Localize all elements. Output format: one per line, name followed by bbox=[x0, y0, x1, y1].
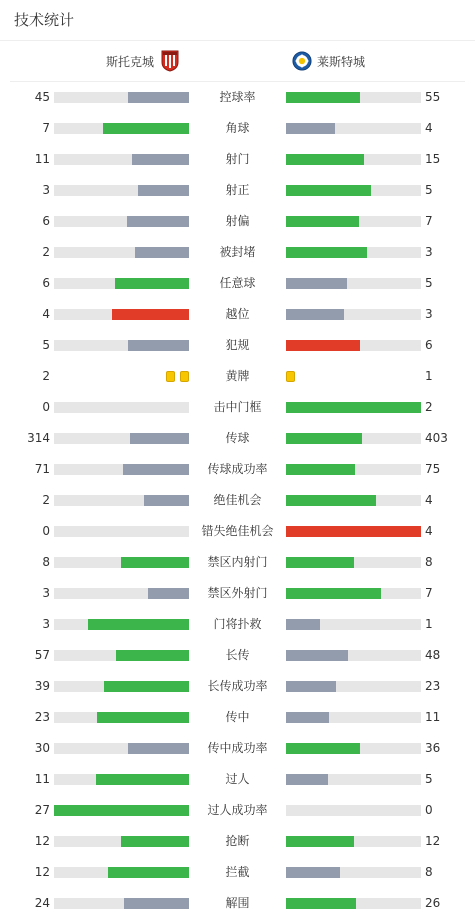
away-stat-bar bbox=[286, 402, 421, 413]
away-stat-bar bbox=[286, 154, 421, 165]
stat-row bbox=[0, 268, 475, 299]
away-team[interactable] bbox=[292, 41, 365, 81]
stat-label: 过人成功率 bbox=[207, 803, 268, 817]
leicester-city-crest-icon bbox=[292, 50, 312, 72]
away-stat-bar bbox=[286, 743, 421, 754]
away-stat-bar-fill bbox=[286, 898, 356, 909]
stat-row bbox=[0, 113, 475, 144]
home-stat-bar bbox=[54, 681, 189, 692]
stat-label: 禁区外射门 bbox=[207, 586, 268, 600]
away-stat-value: 26 bbox=[425, 896, 441, 910]
stat-label: 门将扑救 bbox=[213, 617, 262, 631]
away-stat-bar bbox=[286, 216, 421, 227]
stat-row bbox=[0, 578, 475, 609]
stat-label: 被封堵 bbox=[219, 245, 256, 259]
stat-row bbox=[0, 454, 475, 485]
away-stat-bar-fill bbox=[286, 278, 347, 289]
home-stat-bar bbox=[54, 836, 189, 847]
away-stat-bar bbox=[286, 898, 421, 909]
away-stat-bar-fill bbox=[286, 774, 328, 785]
home-stat-bar-fill bbox=[108, 867, 189, 878]
stat-row bbox=[0, 609, 475, 640]
home-stat-value: 7 bbox=[42, 121, 50, 135]
away-stat-bar-fill bbox=[286, 247, 367, 258]
away-stat-bar bbox=[286, 774, 421, 785]
home-stat-value: 3 bbox=[42, 183, 50, 197]
away-stat-bar bbox=[286, 526, 421, 537]
away-stat-bar-fill bbox=[286, 185, 371, 196]
stat-label: 控球率 bbox=[219, 90, 256, 104]
away-stat-value: 4 bbox=[425, 121, 433, 135]
home-stat-bar bbox=[54, 898, 189, 909]
away-stat-bar-fill bbox=[286, 154, 364, 165]
away-stat-value: 6 bbox=[425, 338, 433, 352]
away-stat-value: 3 bbox=[425, 245, 433, 259]
stoke-city-crest-icon bbox=[160, 50, 180, 72]
home-team[interactable] bbox=[106, 41, 180, 81]
stat-label: 击中门框 bbox=[213, 400, 262, 414]
home-stat-bar-fill bbox=[88, 619, 189, 630]
home-stat-value: 57 bbox=[34, 648, 50, 662]
home-team-name: 斯托克城 bbox=[105, 54, 154, 69]
home-stat-bar bbox=[54, 185, 189, 196]
home-stat-bar bbox=[54, 247, 189, 258]
team-header bbox=[10, 41, 465, 82]
stat-row bbox=[0, 516, 475, 547]
home-stat-value: 3 bbox=[42, 586, 50, 600]
away-stat-value: 1 bbox=[425, 617, 433, 631]
home-stat-value: 6 bbox=[42, 276, 50, 290]
home-yellow-cards bbox=[166, 371, 189, 383]
stat-row bbox=[0, 423, 475, 454]
stat-label: 传中成功率 bbox=[207, 741, 268, 755]
home-stat-bar bbox=[54, 464, 189, 475]
yellow-card-icon bbox=[286, 371, 295, 382]
away-stat-value: 8 bbox=[425, 865, 433, 879]
home-stat-bar-fill bbox=[130, 433, 189, 444]
stat-label: 长传 bbox=[225, 648, 250, 662]
away-stat-value: 7 bbox=[425, 214, 433, 228]
away-stat-value: 0 bbox=[425, 803, 433, 817]
away-stat-bar-fill bbox=[286, 216, 359, 227]
away-stat-bar bbox=[286, 836, 421, 847]
away-yellow-cards bbox=[286, 371, 295, 383]
home-stat-bar-fill bbox=[124, 898, 189, 909]
home-stat-bar bbox=[54, 588, 189, 599]
away-stat-bar-fill bbox=[286, 712, 329, 723]
stat-row bbox=[0, 888, 475, 919]
home-stat-value: 8 bbox=[42, 555, 50, 569]
away-stat-bar-fill bbox=[286, 743, 360, 754]
away-stat-value: 5 bbox=[425, 772, 433, 786]
away-stat-bar bbox=[286, 712, 421, 723]
stat-row bbox=[0, 733, 475, 764]
home-stat-bar bbox=[54, 619, 189, 630]
away-stat-value: 75 bbox=[425, 462, 441, 476]
yellow-card-icon bbox=[166, 371, 175, 382]
stat-label: 拦截 bbox=[225, 865, 250, 879]
away-stat-value: 23 bbox=[425, 679, 441, 693]
home-stat-bar bbox=[54, 712, 189, 723]
home-stat-value: 2 bbox=[42, 369, 50, 383]
home-stat-bar-fill bbox=[132, 154, 189, 165]
home-stat-bar bbox=[54, 309, 189, 320]
stat-row bbox=[0, 826, 475, 857]
home-stat-bar-fill bbox=[116, 650, 189, 661]
away-stat-bar bbox=[286, 681, 421, 692]
away-stat-bar bbox=[286, 309, 421, 320]
home-stat-bar-fill bbox=[128, 743, 189, 754]
home-stat-bar-fill bbox=[127, 216, 189, 227]
stat-label: 绝佳机会 bbox=[213, 493, 262, 507]
home-stat-value: 30 bbox=[34, 741, 50, 755]
home-stat-bar bbox=[54, 495, 189, 506]
home-stat-bar bbox=[54, 123, 189, 134]
home-stat-bar-fill bbox=[128, 340, 189, 351]
home-stat-value: 24 bbox=[34, 896, 50, 910]
stat-label: 错失绝佳机会 bbox=[201, 524, 274, 538]
stat-row bbox=[0, 392, 475, 423]
away-stat-bar-fill bbox=[286, 433, 362, 444]
away-stat-bar bbox=[286, 805, 421, 816]
home-stat-value: 314 bbox=[27, 431, 50, 445]
home-stat-bar bbox=[54, 774, 189, 785]
away-stat-value: 2 bbox=[425, 400, 433, 414]
home-stat-bar bbox=[54, 92, 189, 103]
away-stat-value: 15 bbox=[425, 152, 441, 166]
away-stat-bar bbox=[286, 650, 421, 661]
stat-row bbox=[0, 702, 475, 733]
away-stat-bar bbox=[286, 464, 421, 475]
away-stat-bar-fill bbox=[286, 588, 381, 599]
home-stat-bar-fill bbox=[128, 92, 189, 103]
home-stat-value: 12 bbox=[34, 834, 50, 848]
away-stat-bar-fill bbox=[286, 650, 348, 661]
home-stat-bar bbox=[54, 557, 189, 568]
away-stat-bar bbox=[286, 340, 421, 351]
away-stat-bar-fill bbox=[286, 402, 421, 413]
stat-row bbox=[0, 640, 475, 671]
home-stat-bar bbox=[54, 743, 189, 754]
away-stat-bar-fill bbox=[286, 123, 335, 134]
page-title: 技术统计 bbox=[0, 0, 475, 41]
away-stat-bar-fill bbox=[286, 526, 421, 537]
stat-row bbox=[0, 485, 475, 516]
home-stat-bar-fill bbox=[148, 588, 189, 599]
away-stat-bar bbox=[286, 557, 421, 568]
away-stat-bar-fill bbox=[286, 92, 360, 103]
away-stat-value: 403 bbox=[425, 431, 448, 445]
stats-list bbox=[0, 82, 475, 919]
home-stat-value: 6 bbox=[42, 214, 50, 228]
stat-label: 禁区内射门 bbox=[207, 555, 268, 569]
away-stat-value: 4 bbox=[425, 524, 433, 538]
away-stat-value: 12 bbox=[425, 834, 441, 848]
home-stat-bar bbox=[54, 650, 189, 661]
away-stat-value: 55 bbox=[425, 90, 441, 104]
away-stat-value: 11 bbox=[425, 710, 441, 724]
away-stat-bar bbox=[286, 867, 421, 878]
away-stat-value: 48 bbox=[425, 648, 441, 662]
home-stat-bar bbox=[54, 154, 189, 165]
stat-label: 射偏 bbox=[225, 214, 250, 228]
home-stat-bar bbox=[54, 805, 189, 816]
home-stat-bar-fill bbox=[96, 774, 189, 785]
away-stat-bar bbox=[286, 123, 421, 134]
home-stat-bar-fill bbox=[112, 309, 189, 320]
home-stat-bar-fill bbox=[103, 123, 189, 134]
yellow-card-icon bbox=[180, 371, 189, 382]
stat-row bbox=[0, 144, 475, 175]
home-stat-bar-fill bbox=[144, 495, 189, 506]
home-stat-value: 4 bbox=[42, 307, 50, 321]
away-team-name: 莱斯特城 bbox=[317, 54, 366, 69]
home-stat-value: 23 bbox=[34, 710, 50, 724]
home-stat-value: 12 bbox=[34, 865, 50, 879]
away-stat-value: 5 bbox=[425, 183, 433, 197]
home-stat-bar-fill bbox=[138, 185, 189, 196]
home-stat-bar-fill bbox=[54, 805, 189, 816]
stat-row bbox=[0, 330, 475, 361]
home-stat-bar-fill bbox=[121, 836, 189, 847]
stat-row bbox=[0, 206, 475, 237]
stat-row bbox=[0, 361, 475, 392]
away-stat-bar-fill bbox=[286, 309, 344, 320]
home-stat-value: 2 bbox=[42, 493, 50, 507]
away-stat-value: 1 bbox=[425, 369, 433, 383]
away-stat-bar bbox=[286, 619, 421, 630]
stat-label: 传球 bbox=[225, 431, 250, 445]
stat-label: 长传成功率 bbox=[207, 679, 268, 693]
home-stat-bar-fill bbox=[123, 464, 189, 475]
home-stat-bar-fill bbox=[97, 712, 189, 723]
home-stat-bar-fill bbox=[135, 247, 189, 258]
away-stat-value: 7 bbox=[425, 586, 433, 600]
home-stat-bar bbox=[54, 402, 189, 413]
stat-label: 射正 bbox=[225, 183, 250, 197]
away-stat-bar-fill bbox=[286, 495, 376, 506]
stat-label: 解围 bbox=[225, 896, 250, 910]
home-stat-bar bbox=[54, 216, 189, 227]
stat-row bbox=[0, 82, 475, 113]
stat-label: 犯规 bbox=[225, 338, 250, 352]
away-stat-bar-fill bbox=[286, 557, 354, 568]
stat-label: 角球 bbox=[225, 121, 250, 135]
home-stat-bar-fill bbox=[104, 681, 189, 692]
home-stat-value: 39 bbox=[34, 679, 50, 693]
home-stat-value: 11 bbox=[34, 152, 50, 166]
away-stat-value: 36 bbox=[425, 741, 441, 755]
stat-label: 任意球 bbox=[219, 276, 256, 290]
stat-row bbox=[0, 547, 475, 578]
away-stat-bar-fill bbox=[286, 836, 354, 847]
away-stat-bar-fill bbox=[286, 340, 360, 351]
home-stat-value: 3 bbox=[42, 617, 50, 631]
home-stat-bar bbox=[54, 340, 189, 351]
away-stat-bar bbox=[286, 185, 421, 196]
home-stat-value: 27 bbox=[34, 803, 50, 817]
home-stat-value: 0 bbox=[42, 400, 50, 414]
away-stat-bar bbox=[286, 247, 421, 258]
stat-label: 抢断 bbox=[225, 834, 250, 848]
stat-label: 传球成功率 bbox=[207, 462, 268, 476]
away-stat-value: 8 bbox=[425, 555, 433, 569]
away-stat-bar-fill bbox=[286, 464, 355, 475]
stat-row bbox=[0, 795, 475, 826]
stat-row bbox=[0, 299, 475, 330]
home-stat-bar bbox=[54, 278, 189, 289]
home-stat-bar bbox=[54, 433, 189, 444]
away-stat-bar bbox=[286, 92, 421, 103]
away-stat-bar bbox=[286, 588, 421, 599]
away-stat-bar bbox=[286, 278, 421, 289]
stat-row bbox=[0, 764, 475, 795]
home-stat-value: 0 bbox=[42, 524, 50, 538]
away-stat-bar-fill bbox=[286, 867, 340, 878]
home-stat-value: 2 bbox=[42, 245, 50, 259]
away-stat-bar-fill bbox=[286, 681, 336, 692]
home-stat-bar bbox=[54, 867, 189, 878]
stat-label: 射门 bbox=[225, 152, 250, 166]
home-stat-bar-fill bbox=[121, 557, 189, 568]
away-stat-bar bbox=[286, 433, 421, 444]
stat-label: 越位 bbox=[225, 307, 250, 321]
home-stat-value: 11 bbox=[34, 772, 50, 786]
stat-row bbox=[0, 175, 475, 206]
stat-row bbox=[0, 237, 475, 268]
away-stat-bar bbox=[286, 495, 421, 506]
away-stat-value: 3 bbox=[425, 307, 433, 321]
stat-row bbox=[0, 857, 475, 888]
home-stat-value: 71 bbox=[34, 462, 50, 476]
home-stat-value: 45 bbox=[34, 90, 50, 104]
home-stat-bar-fill bbox=[115, 278, 189, 289]
stat-label: 传中 bbox=[225, 710, 250, 724]
home-stat-bar bbox=[54, 526, 189, 537]
stat-label: 过人 bbox=[225, 772, 250, 786]
stat-label: 黄牌 bbox=[225, 369, 250, 383]
away-stat-bar-fill bbox=[286, 619, 320, 630]
away-stat-value: 4 bbox=[425, 493, 433, 507]
stat-row bbox=[0, 671, 475, 702]
away-stat-value: 5 bbox=[425, 276, 433, 290]
home-stat-value: 5 bbox=[42, 338, 50, 352]
